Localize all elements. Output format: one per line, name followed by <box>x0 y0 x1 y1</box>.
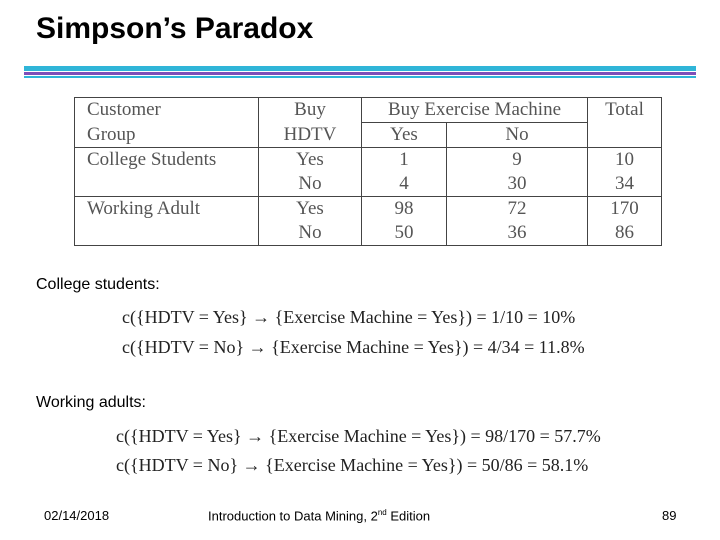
table-row <box>75 197 662 222</box>
cell-yes: 50 <box>362 221 447 246</box>
cell-yes: 98 <box>362 197 447 222</box>
header-hdtv-line2: HDTV <box>259 123 362 148</box>
header-hdtv-line1: Buy <box>259 98 362 123</box>
group-name: Working Adult <box>75 197 259 222</box>
footer-course-prefix: Introduction to Data Mining, 2 <box>208 508 378 524</box>
header-exercise: Buy Exercise Machine <box>362 98 588 123</box>
cell-no: 9 <box>447 148 588 173</box>
college-formula-hdtv-no: c({HDTV = No} → {Exercise Machine = Yes}) = 4/34 = 11.8% <box>122 337 585 357</box>
group-name: College Students <box>75 148 259 173</box>
cell-hdtv: Yes <box>259 148 362 173</box>
footer-page-number: 89 <box>662 508 677 523</box>
table-row <box>75 221 662 246</box>
cell-total: 10 <box>615 149 634 170</box>
title-rule-bottom <box>24 76 696 78</box>
group-name-blank <box>75 172 259 197</box>
contingency-table <box>74 97 662 246</box>
cell-total: 170 <box>610 198 639 219</box>
cell-no: 30 <box>447 172 588 197</box>
title-rule-top <box>24 66 696 71</box>
group-name-blank <box>75 221 259 246</box>
cell-total: 86 <box>615 222 634 243</box>
slide-title: Simpson’s Paradox <box>36 12 314 45</box>
table-row <box>75 148 662 173</box>
table-header-row <box>75 98 662 123</box>
table-header-row <box>75 123 662 148</box>
cell-hdtv: No <box>259 172 362 197</box>
cell-no: 36 <box>447 221 588 246</box>
footer-course-suffix: Edition <box>386 508 431 524</box>
footer-course-sup: nd <box>377 508 387 517</box>
header-group-line2: Group <box>75 123 259 148</box>
working-formula-hdtv-no: c({HDTV = No} → {Exercise Machine = Yes}) = 50/86 = 58.1% <box>116 455 589 475</box>
header-group-line1: Customer <box>75 98 259 123</box>
table-row <box>75 172 662 197</box>
working-formula-hdtv-yes: c({HDTV = Yes} → {Exercise Machine = Yes}) = 98/170 = 57.7% <box>116 426 601 446</box>
cell-hdtv: Yes <box>259 197 362 222</box>
header-no: No <box>447 123 588 148</box>
title-rule-middle <box>24 72 696 75</box>
college-formula-hdtv-yes: c({HDTV = Yes} → {Exercise Machine = Yes}) = 1/10 = 10% <box>122 307 576 327</box>
cell-hdtv: No <box>259 221 362 246</box>
college-students-label: College students: <box>36 276 160 293</box>
cell-yes: 4 <box>362 172 447 197</box>
footer-date: 02/14/2018 <box>44 508 110 523</box>
header-total-blank <box>588 123 662 148</box>
header-total: Total <box>605 99 644 121</box>
cell-no: 72 <box>447 197 588 222</box>
header-yes: Yes <box>362 123 447 148</box>
working-adults-label: Working adults: <box>36 394 146 411</box>
cell-yes: 1 <box>362 148 447 173</box>
footer-course-title <box>208 508 430 523</box>
cell-total: 34 <box>615 173 634 194</box>
